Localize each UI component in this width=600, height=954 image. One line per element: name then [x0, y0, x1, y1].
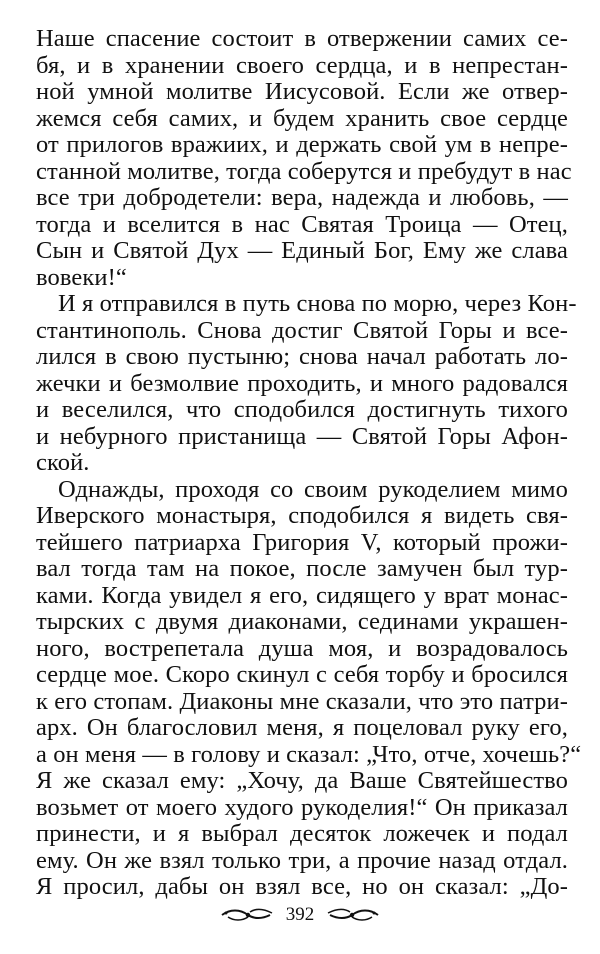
- paragraph-3: [36, 475, 582, 901]
- text-line: ной умной молитве Иисусовой. Если же отвер-: [36, 78, 568, 105]
- text-line: станной молитве, тогда соберутся и пребудут в нас: [36, 157, 572, 185]
- page-body: [36, 25, 582, 901]
- text-line: вал тогда там на покое, после замучен был тур-: [36, 555, 568, 582]
- text-line: ками. Когда увидел я его, сидящего у врат монас-: [36, 581, 568, 609]
- text-line: ного, вострепетала душа моя, и возрадовалось: [36, 634, 568, 662]
- text-line: жемся себя самих, и будем хранить свое сердце: [36, 104, 568, 132]
- text-line: тогда и вселится в нас Святая Троица — Отец,: [36, 210, 568, 238]
- text-line: бя, и в хранении своего сердца, и в непрестан-: [36, 51, 568, 79]
- text-line: вовеки!“: [36, 263, 127, 291]
- text-line: Наше спасение состоит в отвержении самих се-: [36, 25, 568, 52]
- text-line: Я же сказал ему: „Хочу, да Ваше Святейшество: [36, 767, 568, 794]
- text-line: Сын и Святой Дух — Единый Бог, Ему же слава: [36, 237, 568, 264]
- text-line: и небурного пристанища — Святой Горы Афон-: [36, 422, 568, 450]
- text-line: Я просил, дабы он взял все, но он сказал: „До-: [36, 873, 568, 900]
- text-line: все три добродетели: вера, надежда и любовь, —: [36, 184, 568, 211]
- text-line: Иверского монастыря, сподобился я видеть свя-: [36, 502, 568, 529]
- text-line: а он меня — в голову и сказал: „Что, отче, хочешь?“: [36, 740, 582, 768]
- text-line: стантинополь. Снова достиг Святой Горы и все-: [36, 316, 568, 344]
- page-number: 392: [285, 904, 315, 925]
- text-line: И я отправился в путь снова по морю, через Кон-: [58, 290, 577, 317]
- text-line: тейшего патриарха Григория V, который прожи-: [36, 528, 568, 556]
- text-line: жечки и безмолвие проходить, и много радовался: [36, 369, 568, 397]
- text-line: ему. Он же взял только три, а прочие назад отдал.: [36, 846, 568, 874]
- text-line: лился в свою пустыню; снова начал работать ло-: [36, 343, 568, 370]
- text-line: от прилогов вражиих, и держать свой ум в непре-: [36, 131, 568, 158]
- text-line: сердце мое. Скоро скинул с себя торбу и бросился: [36, 661, 568, 688]
- page-footer: [0, 900, 600, 930]
- paragraph-1: [36, 25, 572, 291]
- paragraph-2: [36, 290, 577, 477]
- text-line: к его стопам. Диаконы мне сказали, что это патри-: [36, 687, 568, 715]
- right-ornament-icon: [326, 907, 380, 923]
- left-ornament-icon: [220, 907, 274, 923]
- text-line: ской.: [36, 449, 90, 476]
- text-line: арх. Он благословил меня, я поцеловал руку его,: [36, 714, 568, 741]
- text-line: Однажды, проходя со своим рукоделием мимо: [58, 475, 568, 503]
- text-line: тырских с двумя диаконами, сединами украшен-: [36, 608, 568, 635]
- text-line: возьмет от моего худого рукоделия!“ Он приказал: [36, 793, 568, 821]
- text-line: принести, и я выбрал десяток ложечек и подал: [36, 820, 568, 847]
- text-line: и веселился, что сподобился достигнуть тихого: [36, 396, 568, 423]
